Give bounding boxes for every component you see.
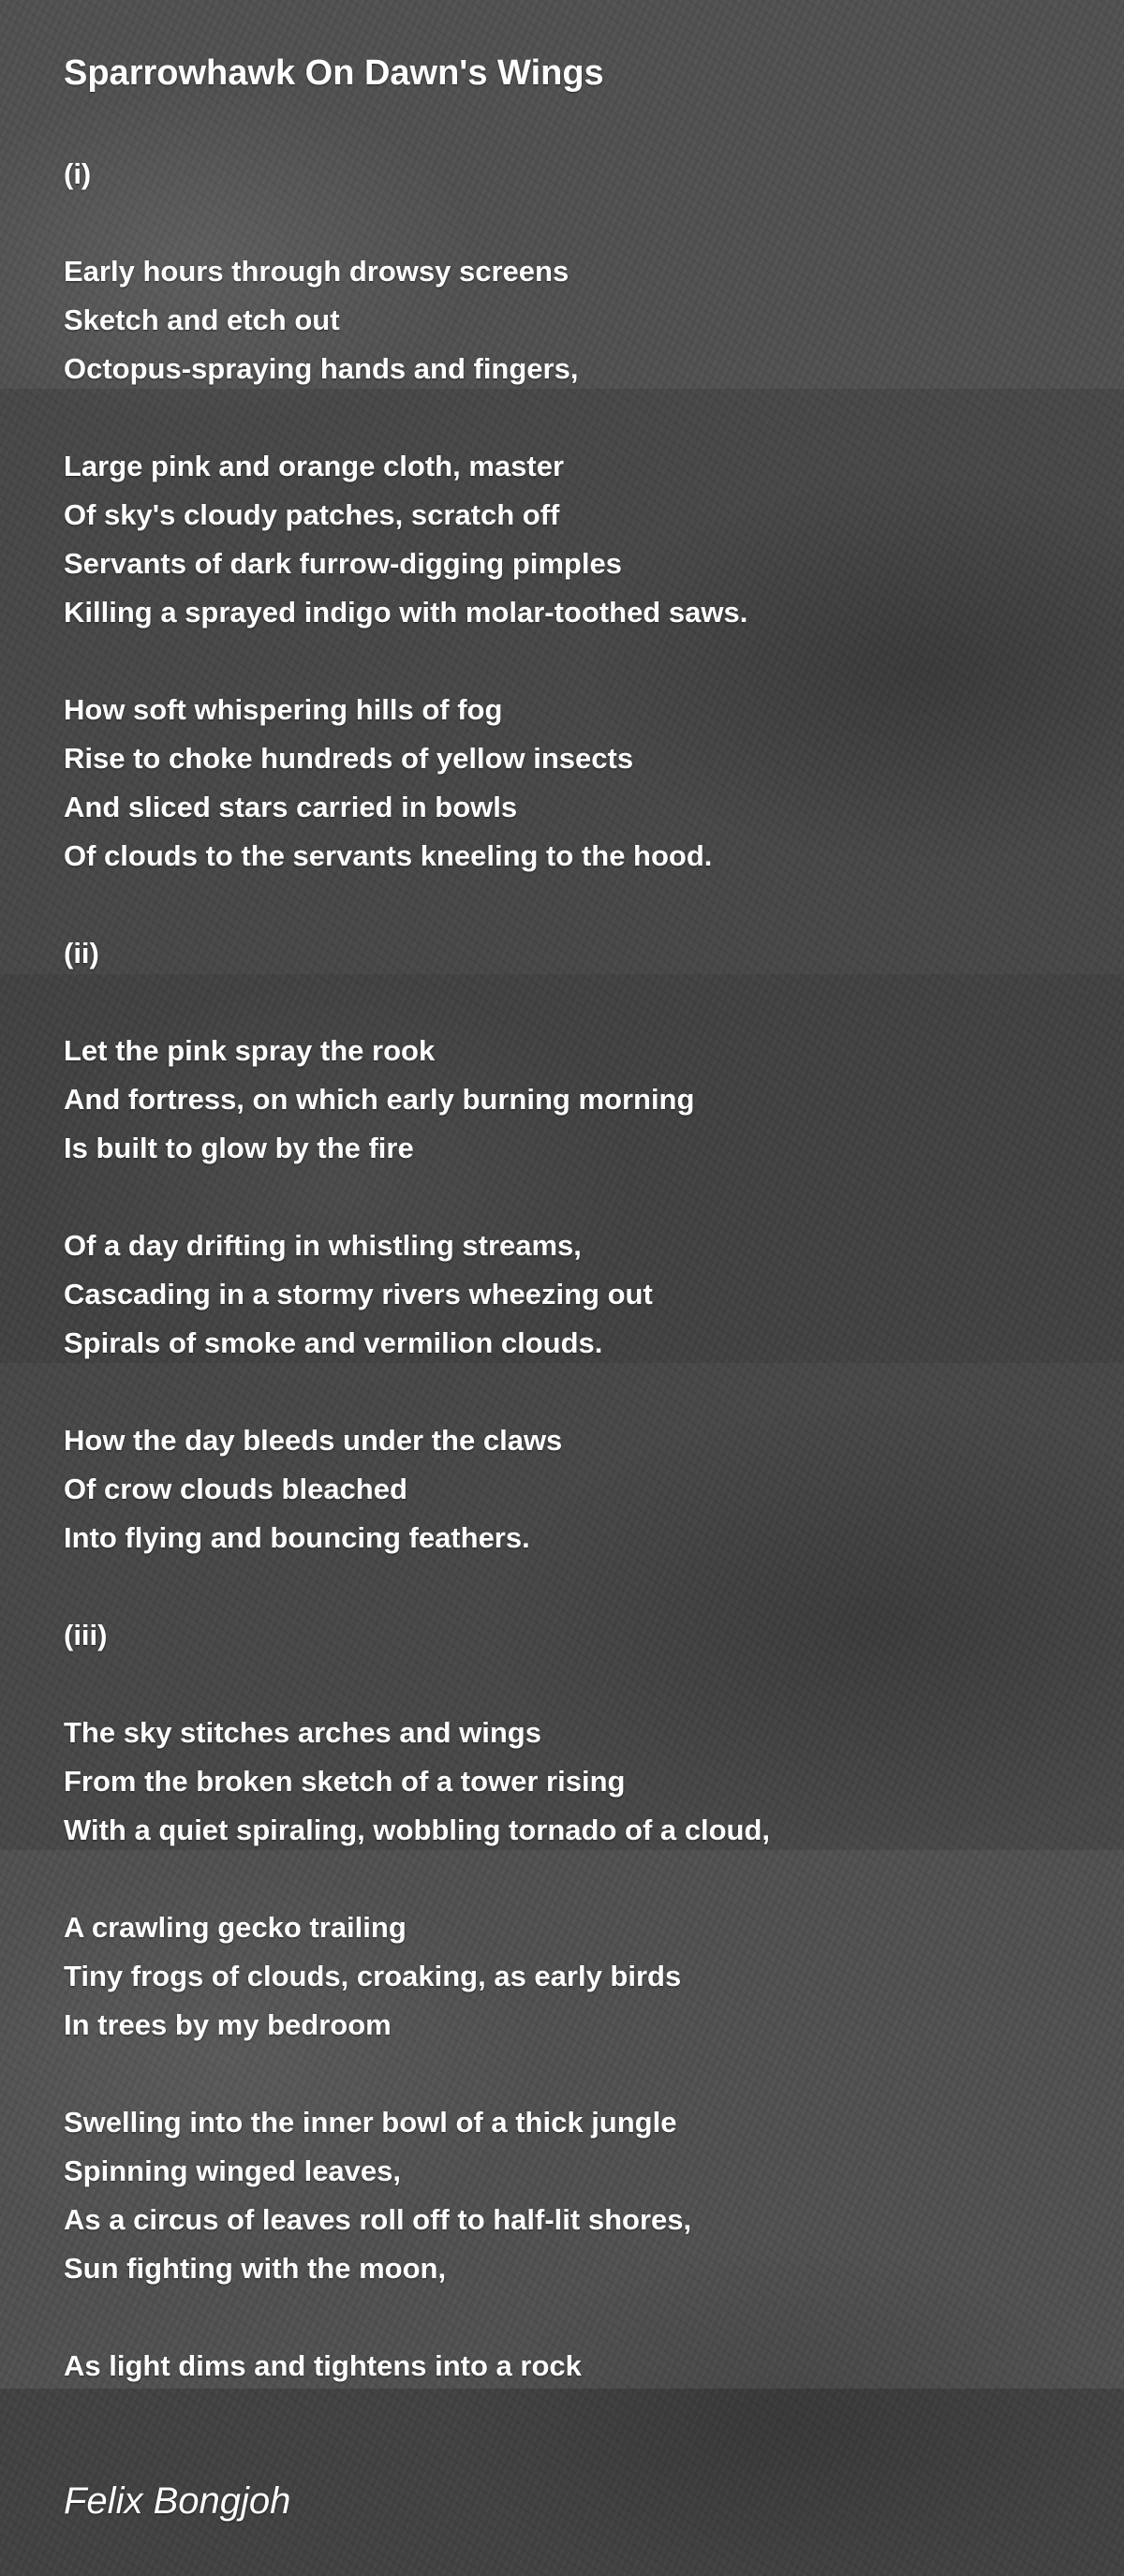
stanza-break <box>64 1368 1075 1416</box>
poem-line: Sun fighting with the moon, <box>64 2252 447 2285</box>
poem-line: In trees by my bedroom <box>64 2008 392 2041</box>
poem-line: Tiny frogs of clouds, croaking, as early birds <box>64 1960 682 1992</box>
stanza-break <box>64 978 1075 1027</box>
poem-title: Sparrowhawk On Dawn's Wings <box>64 53 604 93</box>
poem-line: And fortress, on which early burning morning <box>64 1083 695 1116</box>
poem-line: (i) <box>64 157 92 190</box>
stanza-break <box>64 2293 1075 2342</box>
poem-line: With a quiet spiraling, wobbling tornado of a cloud, <box>64 1814 771 1846</box>
poem-line: How the day bleeds under the claws <box>64 1424 563 1457</box>
poem-line: Of crow clouds bleached <box>64 1473 407 1505</box>
poem-line: Killing a sprayed indigo with molar-toothed saws. <box>64 596 748 629</box>
poem-line: Cascading in a stormy rivers wheezing out <box>64 1278 653 1310</box>
poem-line: Into flying and bouncing feathers. <box>64 1521 530 1554</box>
poem-line: From the broken sketch of a tower rising <box>64 1765 626 1798</box>
stanza-break <box>64 393 1075 442</box>
poem-line: Servants of dark furrow-digging pimples <box>64 547 622 580</box>
poem-line: Octopus-spraying hands and fingers, <box>64 352 579 385</box>
poem-line: As light dims and tightens into a rock <box>64 2349 582 2382</box>
poem-line: As a circus of leaves roll off to half-lit shores, <box>64 2203 692 2236</box>
poem-line: A crawling gecko trailing <box>64 1911 407 1944</box>
poem-author: Felix Bongjoh <box>64 2480 291 2522</box>
poem-line: Spirals of smoke and vermilion clouds. <box>64 1326 603 1359</box>
poem-line: Early hours through drowsy screens <box>64 255 569 288</box>
stanza-break <box>64 2050 1075 2098</box>
poem-content <box>64 45 1075 2391</box>
title-spacer <box>64 101 1075 150</box>
poem-line: (ii) <box>64 937 99 970</box>
poem-body <box>64 150 1075 2391</box>
stanza-break <box>64 1855 1075 1903</box>
stanza-break <box>64 1173 1075 1221</box>
stanza-break <box>64 881 1075 929</box>
poem-line: How soft whispering hills of fog <box>64 693 503 726</box>
poem-line: Let the pink spray the rook <box>64 1034 436 1067</box>
poem-line: (iii) <box>64 1619 108 1651</box>
stanza-break <box>64 199 1075 247</box>
poem-line: Rise to choke hundreds of yellow insects <box>64 742 634 775</box>
poem-line: Of sky's cloudy patches, scratch off <box>64 498 560 531</box>
stanza-break <box>64 1562 1075 1611</box>
poem-line: Of a day drifting in whistling streams, <box>64 1229 582 1262</box>
poem-line: Spinning winged leaves, <box>64 2154 402 2187</box>
poem-line: And sliced stars carried in bowls <box>64 791 518 823</box>
poem-line: Large pink and orange cloth, master <box>64 450 565 482</box>
poem-line: Of clouds to the servants kneeling to the hood. <box>64 839 713 872</box>
poem-line: Sketch and etch out <box>64 303 340 336</box>
stanza-break <box>64 1660 1075 1709</box>
poem-line: Swelling into the inner bowl of a thick jungle <box>64 2106 677 2139</box>
poem-line: Is built to glow by the fire <box>64 1132 414 1164</box>
stanza-break <box>64 637 1075 686</box>
poem-line: The sky stitches arches and wings <box>64 1716 541 1749</box>
